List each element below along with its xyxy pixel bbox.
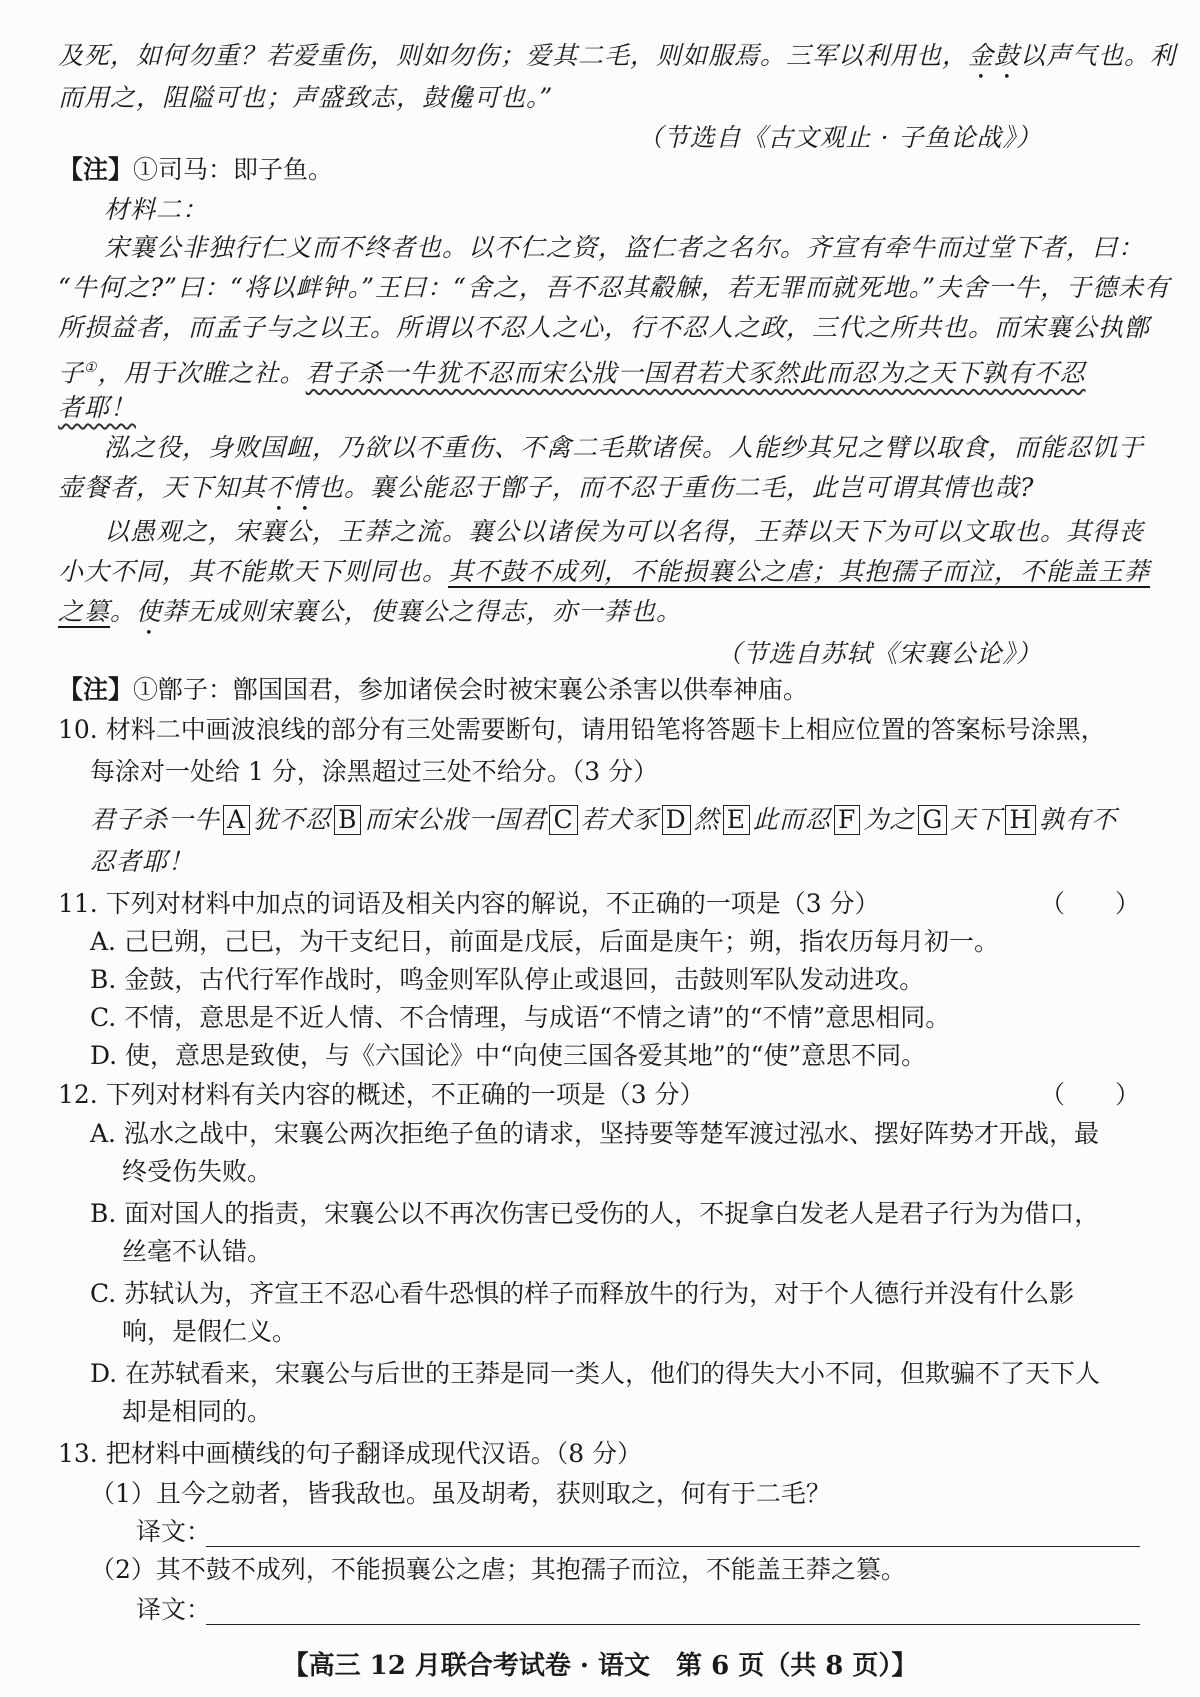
q12-option-c-line-2: 响，是假仁义。	[122, 1317, 298, 1346]
footnote-mark: ①	[84, 360, 98, 376]
m2-text: 子	[58, 358, 85, 388]
answer-box-b[interactable]: B	[334, 805, 361, 835]
q11-option-a: A. 己巳朔，己巳，为干支纪日，前面是戊辰，后面是庚午；朔，指农历每月初一。	[90, 927, 999, 956]
q11-option-c: C. 不情，意思是不近人情、不合情理，与成语“不情之请”的“不情”意思相同。	[90, 1003, 951, 1032]
m2-p1-line-4	[58, 348, 1086, 393]
q12-option-c-line-1: C. 苏轼认为，齐宣王不忍心看牛恐惧的样子而释放牛的行为，对于个人德行并没有什么影	[90, 1279, 1075, 1308]
page-footer: 【高三 12 月联合考试卷 · 语文 第 6 页（共 8 页）】	[282, 1651, 918, 1681]
m1-text-end: 以声气也。利	[1020, 41, 1177, 70]
underlined-sentence: 其不鼓不成列，不能损襄公之虐；其抱孺子而泣，不能盖王莽	[448, 557, 1151, 586]
answer-box-f[interactable]: F	[834, 805, 860, 835]
q13-answer-label-2: 译文：	[136, 1595, 212, 1624]
m2-title: 材料二：	[104, 195, 209, 224]
q13-stem: 13. 把材料中画横线的句子翻译成现代汉语。（8 分）	[58, 1439, 643, 1468]
m2-text: 。	[110, 597, 137, 626]
q13-sentence-2: （2）其不鼓不成列，不能损襄公之虐；其抱孺子而泣，不能盖王莽之篡。	[90, 1555, 906, 1584]
m2-text: 也。襄公能忍于鄫子，而不忍于重伤二毛，此岂可谓其情也哉?	[318, 473, 1035, 502]
note-label: 【注】	[58, 675, 134, 704]
q10-seg: 君子杀一牛	[90, 805, 221, 834]
note-1	[58, 150, 333, 190]
answer-box-a[interactable]: A	[223, 805, 250, 835]
m2-p3-line-2	[58, 552, 1150, 592]
note-text: ①司马：即子鱼。	[133, 155, 334, 184]
q12-option-b-line-1: B. 面对国人的指责，宋襄公以不再次伤害已受伤的人，不捉拿白发老人是君子行为为借口，	[90, 1199, 1100, 1228]
q10-seg: 此而忍	[752, 805, 831, 834]
note-label: 【注】	[58, 155, 134, 184]
q13-answer-line-1[interactable]	[206, 1546, 1140, 1547]
note-2	[58, 670, 808, 710]
q10-seg: 孰有不	[1039, 805, 1118, 834]
q13-answer-label-1: 译文：	[136, 1517, 212, 1546]
wavy-underlined-text: 君子杀一牛犹不忍而宋公戕一国君若犬豕然此而忍为之天下孰有不忍	[305, 358, 1086, 388]
m2-p1-line-2: “牛何之?”曰：“将以衅钟。”王曰：“舍之，吾不忍其觳觫，若无罪而就死地。”夫舍一牛，于德未有	[58, 273, 1171, 302]
dotted-word-buqing: 不情	[266, 473, 319, 502]
q10-sentence-tail: 忍者耶！	[90, 847, 195, 876]
q13-answer-line-2[interactable]	[206, 1624, 1140, 1625]
m2-source: （节选自苏轼《宋襄公论》）	[716, 639, 1042, 668]
m2-p1-line-3: 所损益者，而孟子与之以王。所谓以不忍人之心，行不忍人之政，三代之所共也。而宋襄公执鄫	[58, 313, 1151, 342]
note-text: ①鄫子：鄫国国君，参加诸侯会时被宋襄公杀害以供奉神庙。	[133, 675, 809, 704]
answer-box-h[interactable]: H	[1005, 805, 1036, 835]
m2-p2-line-1: 泓之役，身败国衄，乃欲以不重伤、不禽二毛欺诸侯。人能纱其兄之臂以取食，而能忍饥于	[104, 433, 1145, 462]
q12-option-a-line-2: 终受伤失败。	[122, 1157, 273, 1186]
m1-text: 及死，如何勿重？若爱重伤，则如勿伤；爱其二毛，则如服焉。三军以利用也，	[58, 41, 969, 70]
q10-stem-line-2: 每涂对一处给 1 分，涂黑超过三处不给分。（3 分）	[90, 757, 659, 786]
wavy-underlined-text: 者耶！	[58, 393, 137, 422]
m1-line-2: 而用之，阻隘可也；声盛致志，鼓儳可也。”	[58, 83, 554, 112]
answer-box-g[interactable]: G	[918, 805, 947, 835]
m2-text: 小大不同，其不能欺天下则同也。	[58, 557, 449, 586]
answer-box-c[interactable]: C	[549, 805, 577, 835]
m2-p1-line-1: 宋襄公非独行仁义而不终者也。以不仁之资，盗仁者之名尔。齐宣有牵牛而过堂下者，曰：	[104, 233, 1145, 262]
m2-p3-line-1: 以愚观之，宋襄公，王莽之流。襄公以诸侯为可以名得，王莽以天下为可以文取也。其得丧	[104, 517, 1145, 546]
q10-seg: 犹不忍	[253, 805, 332, 834]
m2-text: 壶餐者，天下知其	[58, 473, 267, 502]
q10-seg: 然	[693, 805, 720, 834]
answer-box-d[interactable]: D	[662, 805, 691, 835]
dotted-word-jingu: 金鼓	[968, 41, 1021, 70]
q10-sentence	[90, 800, 1117, 840]
q10-seg: 若犬豕	[580, 805, 659, 834]
q12-option-d-line-2: 却是相同的。	[122, 1397, 273, 1426]
q10-stem-line-1: 10. 材料二中画波浪线的部分有三处需要断句，请用铅笔将答题卡上相应位置的答案标号涂黑，	[58, 715, 1106, 744]
m2-p2-line-2	[58, 468, 1034, 517]
q12-answer-paren[interactable]: （ ）	[1040, 1080, 1141, 1109]
answer-box-e[interactable]: E	[723, 805, 750, 835]
q10-seg: 天下	[950, 805, 1003, 834]
q12-option-a-line-1: A. 泓水之战中，宋襄公两次拒绝子鱼的请求，坚持要等楚军渡过泓水、摆好阵势才开战，最	[90, 1119, 1099, 1148]
dotted-word-shi: 使	[136, 597, 163, 626]
m2-text: 莽无成则宋襄公，使襄公之得志，亦一莽也。	[162, 597, 683, 626]
q12-stem: 12. 下列对材料有关内容的概述，不正确的一项是（3 分）	[58, 1080, 705, 1109]
q12-option-b-line-2: 丝毫不认错。	[122, 1237, 273, 1266]
m2-text: ，用于次睢之社。	[97, 358, 306, 388]
underlined-sentence: 之篡	[58, 597, 111, 626]
m2-p1-line-5	[58, 388, 136, 428]
m2-p3-line-3	[58, 592, 682, 641]
q10-seg: 为之	[863, 805, 916, 834]
q11-option-d: D. 使，意思是致使，与《六国论》中“向使三国各爱其地”的“使”意思不同。	[90, 1041, 927, 1070]
q11-option-b: B. 金鼓，古代行军作战时，鸣金则军队停止或退回，击鼓则军队发动进攻。	[90, 965, 925, 994]
q10-seg: 而宋公戕一国君	[364, 805, 547, 834]
q11-answer-paren[interactable]: （ ）	[1040, 889, 1141, 918]
q11-stem: 11. 下列对材料中加点的词语及相关内容的解说，不正确的一项是（3 分）	[58, 889, 880, 918]
q13-sentence-1: （1）且今之勍者，皆我敌也。虽及胡耇，获则取之，何有于二毛？	[90, 1479, 831, 1508]
q12-option-d-line-1: D. 在苏轼看来，宋襄公与后世的王莽是同一类人，他们的得失大小不同，但欺骗不了天下人	[90, 1359, 1101, 1388]
m1-source: （节选自《古文观止 · 子鱼论战》）	[637, 123, 1042, 152]
